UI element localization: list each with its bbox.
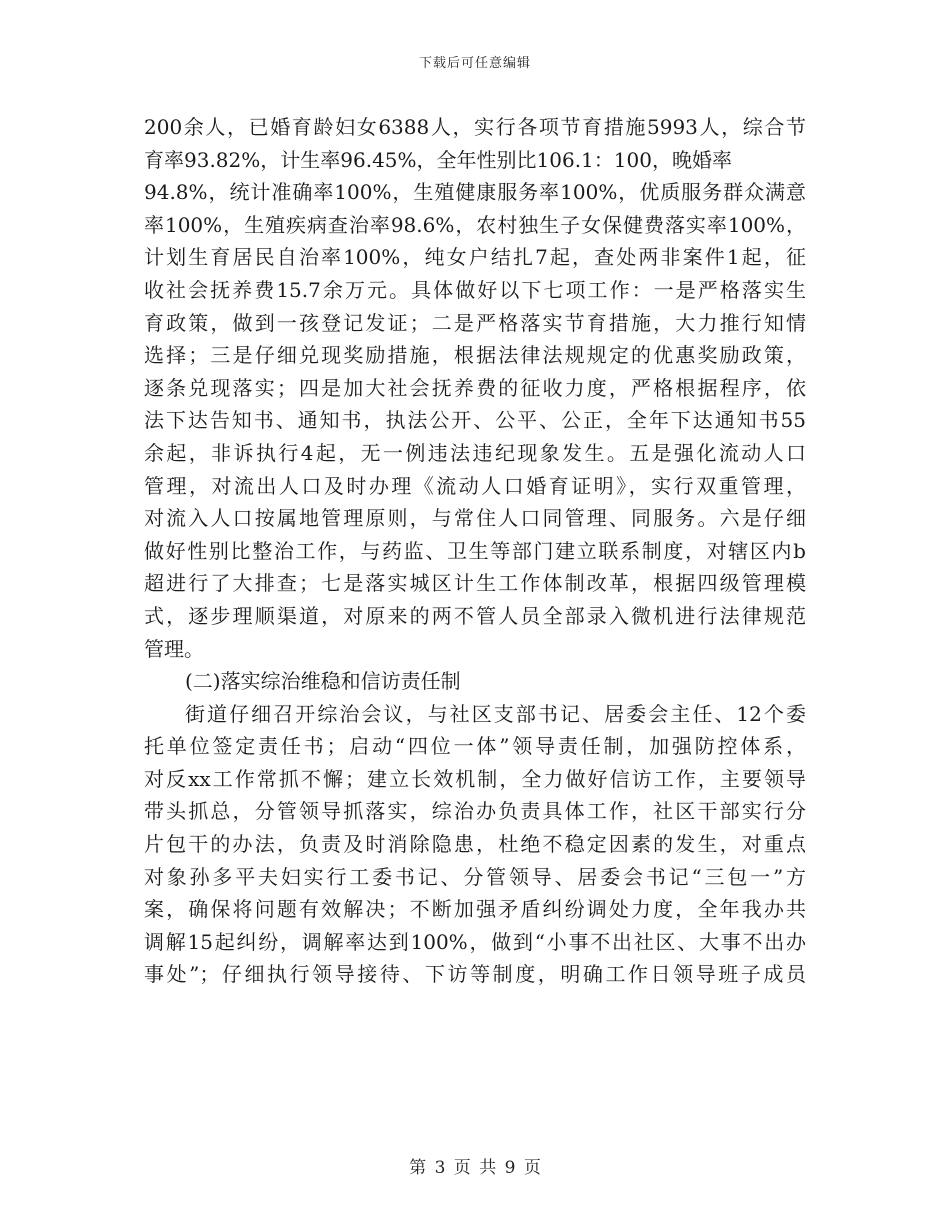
text-line: 对反xx工作常抓不懈；建立长效机制，全力做好信访工作，主要领导 xyxy=(144,766,806,791)
text-line: 法下达告知书、通知书，执法公开、公平、公正，全年下达通知书55 xyxy=(144,408,806,433)
text-line: 育政策，做到一孩登记发证；二是严格落实节育措施，大力推行知情 xyxy=(144,310,806,335)
text-line: 余起，非诉执行4起，无一例违法违纪现象发生。五是强化流动人口 xyxy=(144,440,806,465)
page-header: 下载后可任意编辑 xyxy=(418,56,531,71)
text-line: 事处”；仔细执行领导接待、下访等制度，明确工作日领导班子成员 xyxy=(144,962,806,987)
document-body xyxy=(144,111,806,991)
text-line: 94.8%，统计准确率100%，生殖健康服务率100%，优质服务群众满意 xyxy=(144,180,806,205)
text-line: 管理，对流出人口及时办理《流动人口婚育证明》，实行双重管理， xyxy=(144,473,806,498)
text-line: 率100%，生殖疾病查治率98.6%，农村独生子女保健费落实率100%， xyxy=(144,212,806,237)
text-line: 选择；三是仔细兑现奖励措施，根据法律法规规定的优惠奖励政策， xyxy=(144,343,806,368)
text-line: 调解15起纠纷，调解率达到100%，做到“小事不出社区、大事不出办 xyxy=(144,929,806,954)
text-line: 对象孙多平夫妇实行工委书记、分管领导、居委会书记“三包一”方 xyxy=(144,864,806,889)
text-line: 育率93.82%，计生率96.45%，全年性别比106.1：100，晚婚率 xyxy=(144,147,732,172)
text-line: 式，逐步理顺渠道，对原来的两不管人员全部录入微机进行法律规范 xyxy=(144,603,806,628)
text-line: 对流入人口按属地管理原则，与常住人口同管理、同服务。六是仔细 xyxy=(144,506,806,531)
text-line: 做好性别比整治工作，与药监、卫生等部门建立联系制度，对辖区内b xyxy=(144,538,806,563)
text-line: 逐条兑现落实；四是加大社会抚养费的征收力度，严格根据程序，依 xyxy=(144,375,806,400)
text-line: 超进行了大排查；七是落实城区计生工作体制改革，根据四级管理模 xyxy=(144,571,806,596)
text-line: 带头抓总，分管领导抓落实，综治办负责具体工作，社区干部实行分 xyxy=(144,799,806,824)
section-heading: (二)落实综治维稳和信访责任制 xyxy=(185,669,461,694)
text-line: 管理。 xyxy=(144,636,204,661)
text-line: 街道仔细召开综治会议，与社区支部书记、居委会主任、12个委 xyxy=(185,701,806,726)
text-line: 案，确保将问题有效解决；不断加强矛盾纠纷调处力度，全年我办共 xyxy=(144,897,806,922)
text-line: 托单位签定责任书；启动“四位一体”领导责任制，加强防控体系， xyxy=(144,734,806,759)
text-line: 计划生育居民自治率100%，纯女户结扎7起，查处两非案件1起，征 xyxy=(144,245,806,270)
text-line: 片包干的办法，负责及时消除隐患，杜绝不稳定因素的发生，对重点 xyxy=(144,832,806,857)
text-line: 收社会抚养费15.7余万元。具体做好以下七项工作：一是严格落实生 xyxy=(144,277,806,302)
text-line: 200余人，已婚育龄妇女6388人，实行各项节育措施5993人，综合节 xyxy=(144,115,806,139)
page-footer: 第 3 页 共 9 页 xyxy=(409,1158,541,1178)
